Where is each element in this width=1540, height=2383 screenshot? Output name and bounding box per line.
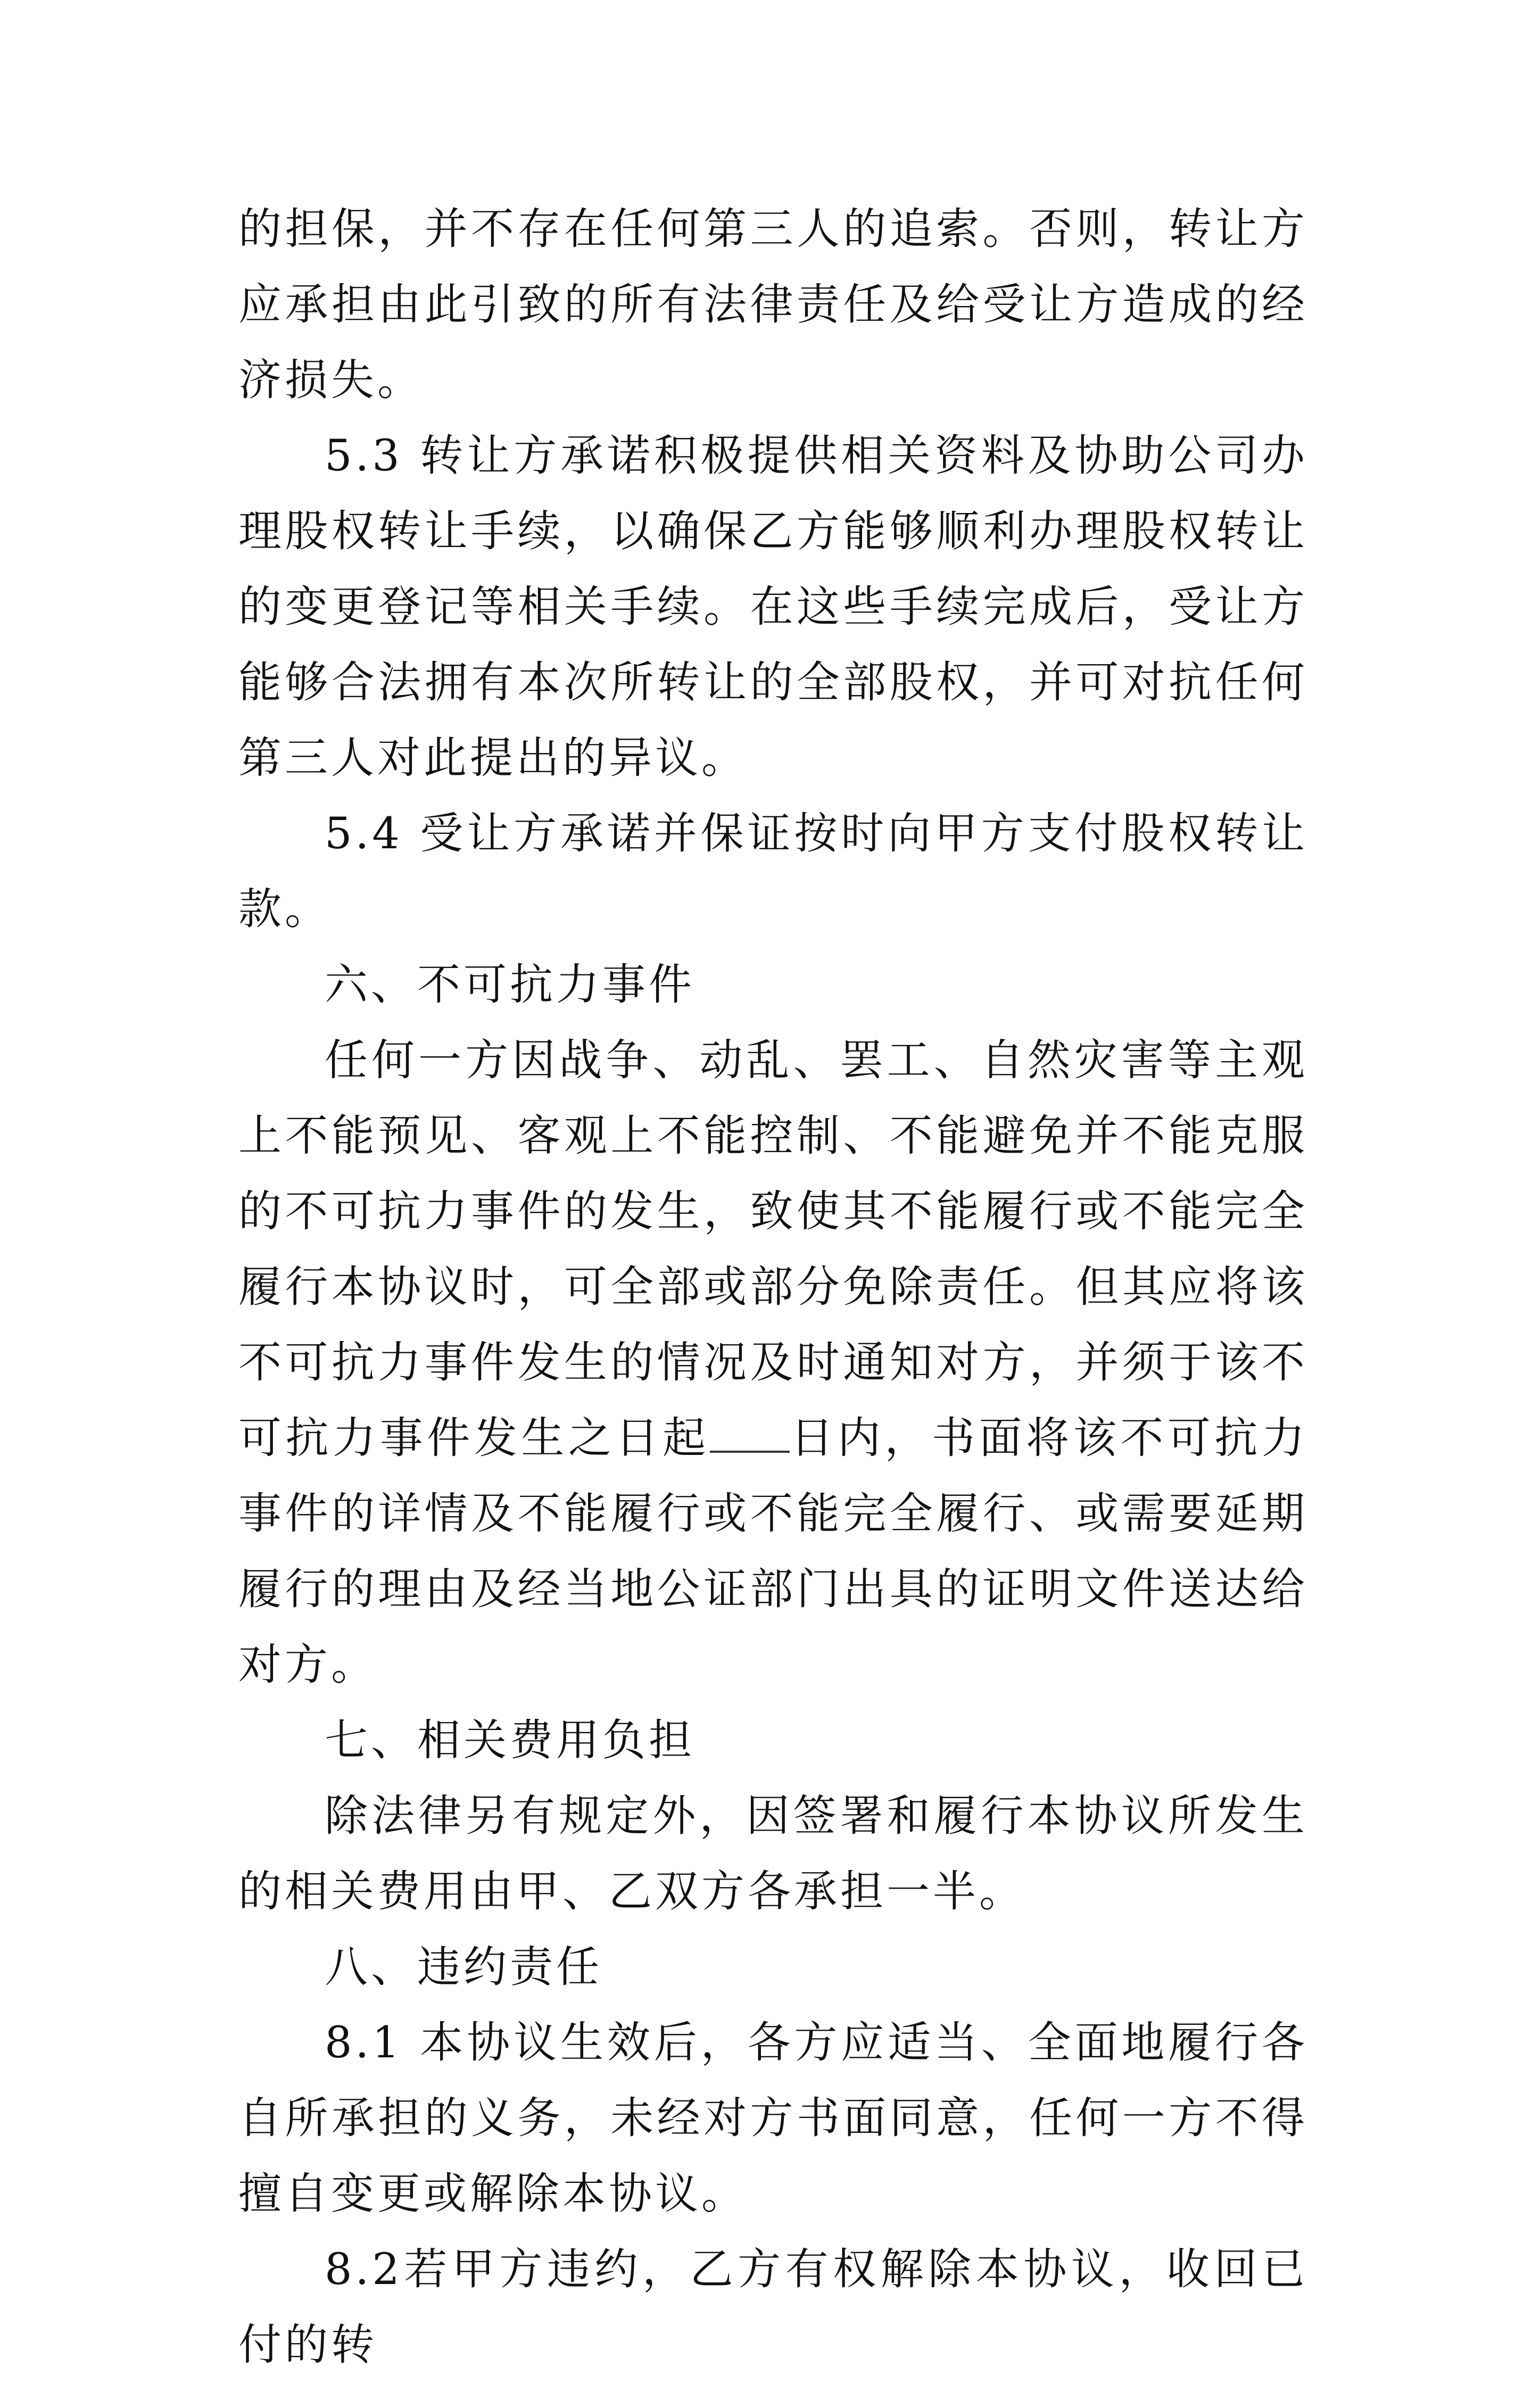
- force-majeure-paragraph: [238, 1023, 1308, 1703]
- force-majeure-text-part1: 任何一方因战争、动乱、罢工、自然灾害等主观上不能预见、客观上不能控制、不能避免并不能克服的不可抗力事件的发生，致使其不能履行或不能完全履行本协议时，可全部或部分免除责任。但其应将该不可抗力事件发生的情况及时通知对方，并须于该不可抗力事件发生之日起: [238, 1036, 1308, 1463]
- clause-5-4: 5.4 受让方承诺并保证按时向甲方支付股权转让款。: [238, 809, 1308, 934]
- section-heading-liability: 八、违约责任: [325, 1942, 603, 1992]
- section-heading-force-majeure: 六、不可抗力事件: [325, 960, 696, 1010]
- days-blank-line: [710, 1413, 790, 1453]
- section-heading-expenses: 七、相关费用负担: [325, 1716, 696, 1766]
- clause-5-3: 5.3 转让方承诺积极提供相关资料及协助公司办理股权转让手续，以确保乙方能够顺利办理股权转让的变更登记等相关手续。在这些手续完成后，受让方能够合法拥有本次所转让的全部股权，并可对抗任何第三人对此提出的异议。: [238, 431, 1308, 783]
- document-body: [238, 192, 1308, 2383]
- expenses-paragraph: 除法律另有规定外，因签署和履行本协议所发生的相关费用由甲、乙双方各承担一半。: [238, 1791, 1308, 1917]
- clause-8-1: 8.1 本协议生效后，各方应适当、全面地履行各自所承担的义务，未经对方书面同意，任何一方不得擅自变更或解除本协议。: [238, 2018, 1308, 2219]
- paragraph-continuation: 的担保，并不存在任何第三人的追索。否则，转让方应承担由此引致的所有法律责任及给受让方造成的经济损失。: [238, 204, 1308, 406]
- force-majeure-text-part2: 日内，书面将该不可抗力事件的详情及不能履行或不能完全履行、或需要延期履行的理由及经当地公证部门出具的证明文件送达给对方。: [238, 1413, 1308, 1690]
- clause-8-2: 8.2若甲方违约，乙方有权解除本协议，收回已付的转: [238, 2245, 1308, 2370]
